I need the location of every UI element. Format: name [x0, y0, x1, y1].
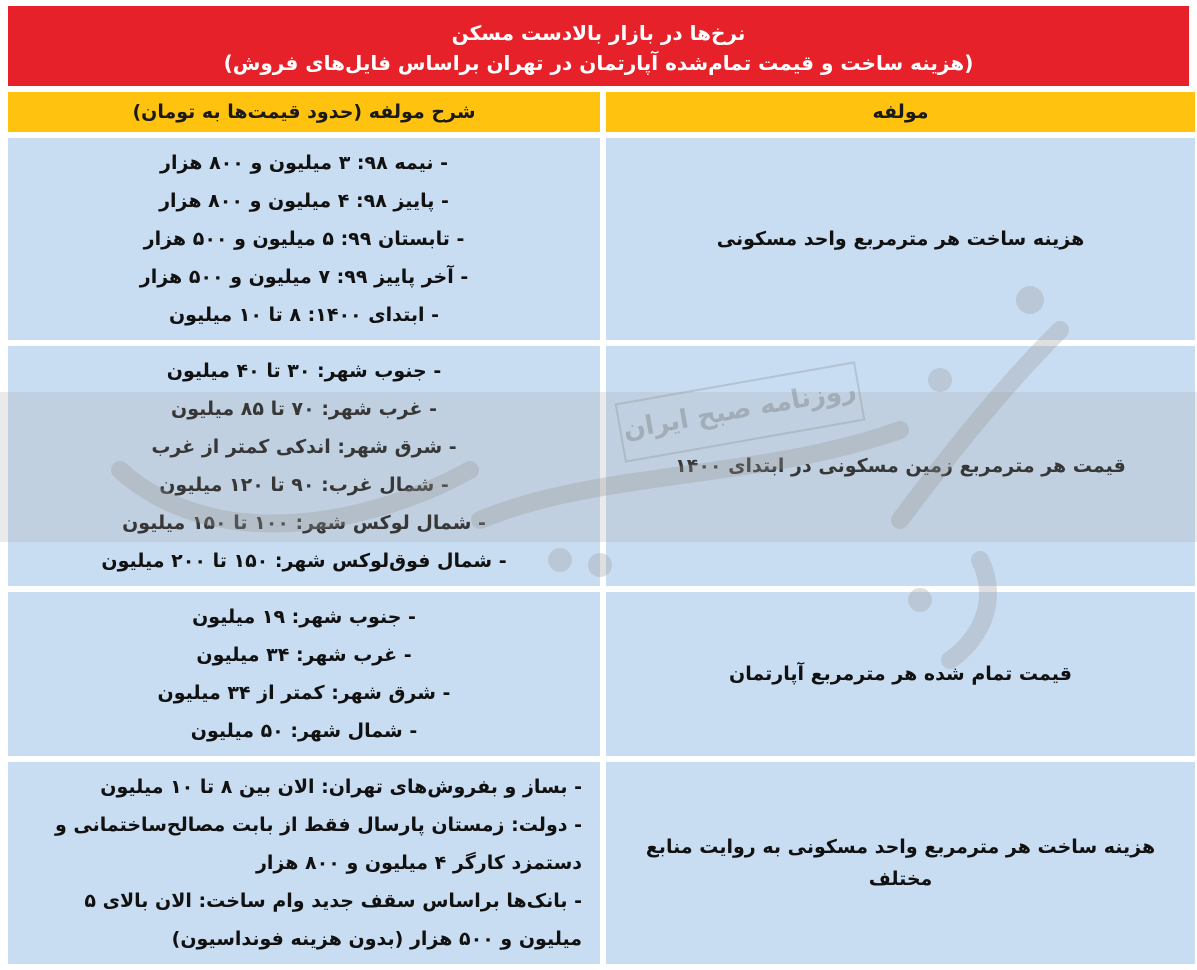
- table-row: [8, 346, 1195, 586]
- list-item: - شرق شهر: اندکی کمتر از غرب: [151, 436, 457, 458]
- row-description: [8, 592, 600, 756]
- row-label: هزینه ساخت هر مترمربع واحد مسکونی به روایت منابع مختلف: [606, 762, 1195, 964]
- list-item: - بساز و بفروش‌های تهران: الان بین ۸ تا ۱۰ میلیون: [100, 776, 582, 798]
- table-header-row: [8, 92, 1195, 132]
- table-row: [8, 138, 1195, 340]
- row-label: قیمت تمام شده هر مترمربع آپارتمان: [606, 592, 1195, 756]
- row-label: هزینه ساخت هر مترمربع واحد مسکونی: [606, 138, 1195, 340]
- list-item: - پاییز ۹۸: ۴ میلیون و ۸۰۰ هزار: [159, 190, 449, 212]
- header-description: شرح مولفه (حدود قیمت‌ها به تومان): [8, 92, 600, 132]
- list-item: - غرب شهر: ۳۴ میلیون: [196, 644, 412, 666]
- list-item: - ابتدای ۱۴۰۰: ۸ تا ۱۰ میلیون: [168, 304, 440, 326]
- table-row: [8, 762, 1195, 964]
- price-table: [2, 86, 1197, 970]
- list-item: - آخر پاییز ۹۹: ۷ میلیون و ۵۰۰ هزار: [139, 266, 469, 288]
- list-item: - بانک‌ها براساس سقف جدید وام ساخت: الان بالای ۵ میلیون و ۵۰۰ هزار (بدون هزینه فونداسیون): [84, 890, 582, 950]
- list-item: - شمال فوق‌لوکس شهر: ۱۵۰ تا ۲۰۰ میلیون: [101, 550, 507, 572]
- title-line-1: نرخ‌ها در بازار بالادست مسکن: [451, 21, 746, 45]
- header-component: مولفه: [606, 92, 1195, 132]
- row-description: [8, 346, 600, 586]
- row-description: [8, 138, 600, 340]
- list-item: - جنوب شهر: ۱۹ میلیون: [192, 606, 416, 628]
- list-item: - شرق شهر: کمتر از ۳۴ میلیون: [157, 682, 451, 704]
- list-item: - غرب شهر: ۷۰ تا ۸۵ میلیون: [171, 398, 437, 420]
- list-item: - شمال غرب: ۹۰ تا ۱۲۰ میلیون: [159, 474, 449, 496]
- table-row: [8, 592, 1195, 756]
- infographic: [8, 6, 1189, 970]
- title-line-2: (هزینه ساخت و قیمت تمام‌شده آپارتمان در تهران براساس فایل‌های فروش): [223, 51, 974, 75]
- title-banner: [8, 6, 1189, 86]
- list-item: - شمال شهر: ۵۰ میلیون: [190, 720, 418, 742]
- row-label: قیمت هر مترمربع زمین مسکونی در ابتدای ۱۴۰۰: [606, 346, 1195, 586]
- list-item: - شمال لوکس شهر: ۱۰۰ تا ۱۵۰ میلیون: [122, 512, 486, 534]
- list-item: - جنوب شهر: ۳۰ تا ۴۰ میلیون: [166, 360, 442, 382]
- watermark-stamp: روزنامه صبح ایران: [615, 361, 866, 462]
- list-item: - تابستان ۹۹: ۵ میلیون و ۵۰۰ هزار: [143, 228, 465, 250]
- list-item: - دولت: زمستان پارسال فقط از بابت مصالح‌ساختمانی و دستمزد کارگر ۴ میلیون و ۸۰۰ هزار: [54, 814, 582, 874]
- row-description: [8, 762, 600, 964]
- list-item: - نیمه ۹۸: ۳ میلیون و ۸۰۰ هزار: [160, 152, 448, 174]
